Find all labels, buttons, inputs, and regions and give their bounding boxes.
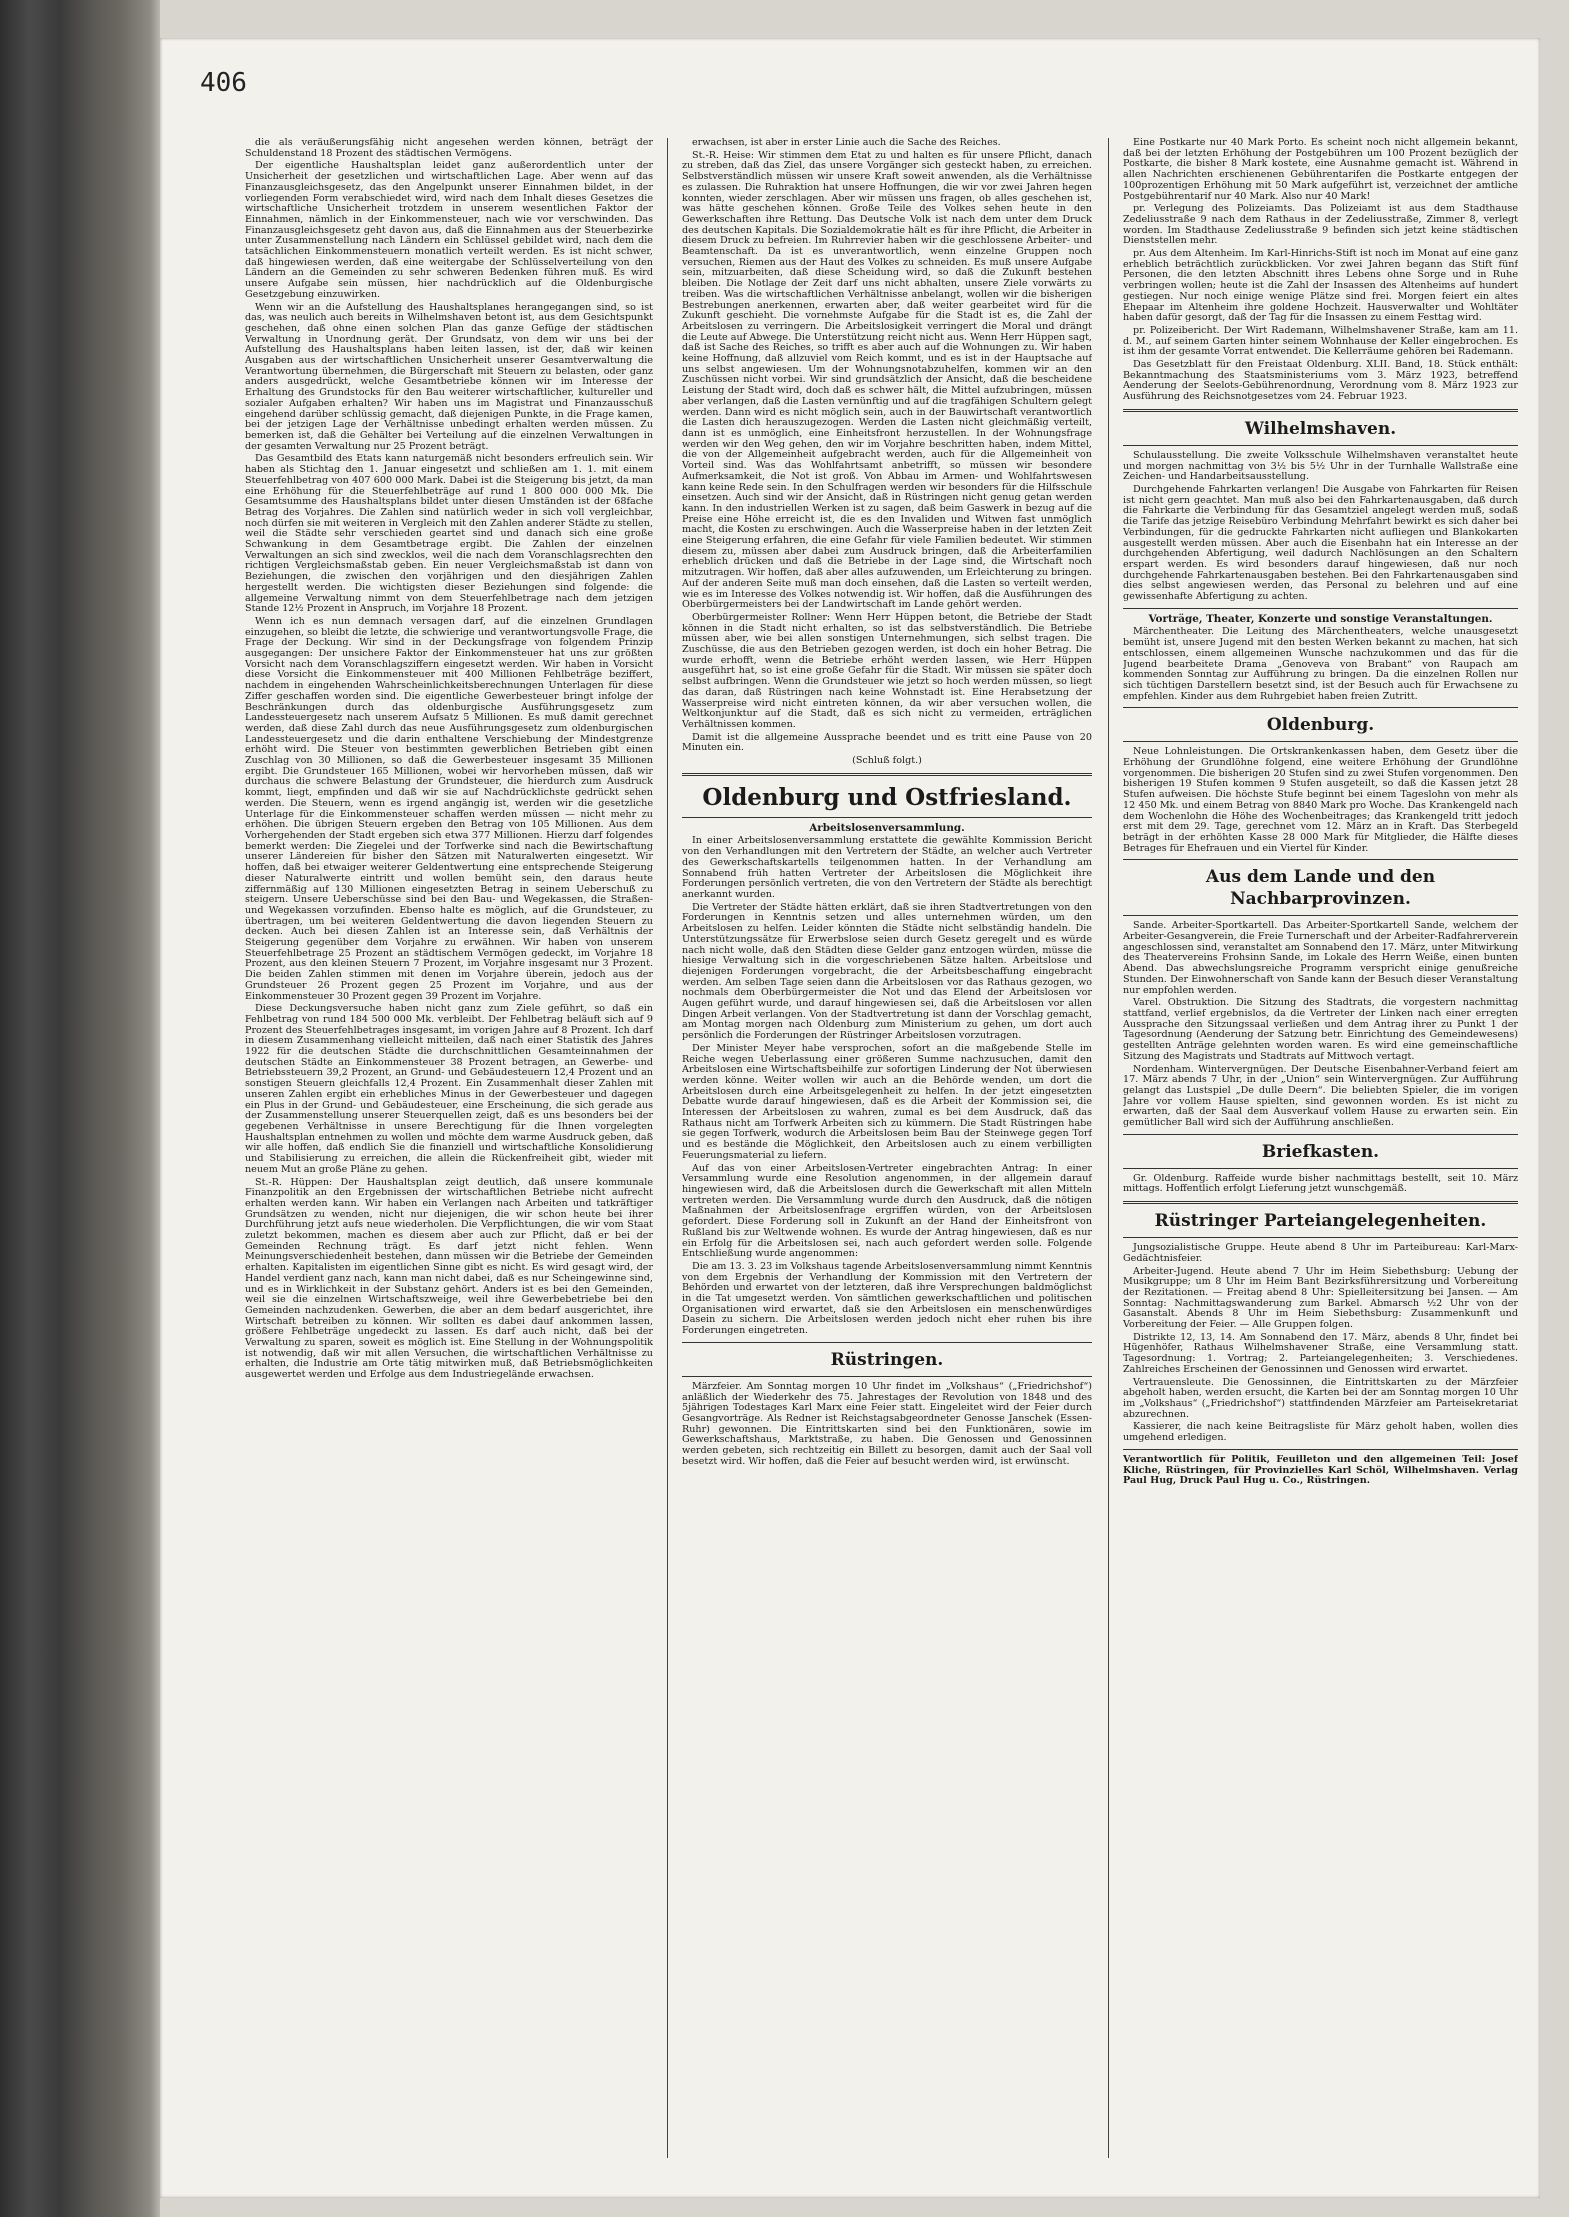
paragraph: Durchgehende Fahrkarten verlangen! Die Ausgabe von Fahrkarten für Reisen ist nicht gern geachtet. Man muß also bei den Fahrkartenausgaben, daß durch die Fahrkarte die Verbindung für das Gesamtziel angelegt werden muß, sodaß die Tarife das jetzige Reisebüro Verbindung Mehrfahrt bewirkt es sich daher bei Verbindungen, für die gedruckte Fahrkarten nicht aufliegen und Blankokarten ausgestellt werden müssen. Aber auch die Eisenbahn hat ein Interesse an der durchgehenden Abfertigung, weil dadurch Nachlösungen an den Schaltern erspart werden. Es wird besonders darauf hingewiesen, daß nur noch durchgehende Fahrkartenausgaben bestehen. Bei den Fahrkartenausgaben sind dies selbst angewiesen werden, das Personal zu belehren und auf eine gewissenhafte Abfertigung zu achten. xyxy=(1123,483,1518,603)
paragraph: Varel. Obstruktion. Die Sitzung des Stadtrats, die vorgestern nachmittag stattfand, verlief ergebnislos, da die Vertreter der Linken nach einer erregten Aussprache den Sitzungssaal verließen und dem Antrag ihrer zu Punkt 1 der Tagesordnung (Aenderung der Satzung betr. Einrichtung des Gemeindewesens) gestellten Anträge gelehnten worden waren. Es wird eine gemeinschaftliche Sitzung des Magistrats und Stadtrats auf Mittwoch vertagt. xyxy=(1123,997,1518,1062)
divider xyxy=(1123,608,1518,609)
divider xyxy=(1123,445,1518,446)
paragraph: Vertrauensleute. Die Genossinnen, die Eintrittskarten zu der Märzfeier abgeholt haben, werden ersucht, die Karten bei der am Sonntag morgen 10 Uhr im „Volkshaus“ („Friedrichshof“) stattfindenden Märzfeier am Parteisekretariat abzurechnen. xyxy=(1123,1376,1518,1420)
paragraph: pr. Verlegung des Polizeiamts. Das Polizeiamt ist aus dem Stadthause Zedeliusstraße 9 nach dem Rathaus in der Zedeliusstraße, Zimmer 8, verlegt worden. Im Stadthause Zedeliusstraße 9 befinden sich jetzt keine städtischen Dienststellen mehr. xyxy=(1123,203,1518,247)
paragraph: Das Gesetzblatt für den Freistaat Oldenburg. XLII. Band, 18. Stück enthält: Bekanntmachung des Staatsministeriums vom 3. März 1923, betreffend Aenderung der Seelots-Gebührenordnung, Verordnung vom 8. März 1923 zur Ausführung des Reichsnotgesetzes vom 24. Februar 1923. xyxy=(1123,359,1518,403)
column-rule xyxy=(1108,138,1109,2158)
paragraph: Kassierer, die nach keine Beitragsliste für März geholt haben, wollen dies umgehend erledigen. xyxy=(1123,1421,1518,1444)
section-heading: Rüstringen. xyxy=(830,1349,944,1370)
divider xyxy=(1123,915,1518,916)
paragraph: Nordenham. Wintervergnügen. Der Deutsche Eisenbahner-Verband feiert am 17. März abends 7 Uhr, in der „Union“ sein Wintervergnügen. Zur Aufführung gelangt das Lustspiel „De dulle Deern“. Die beliebten Spieler, die im vorigen Jahre vor vollem Hause spielten, sind gewonnen worden. Es ist nicht zu erwarten, daß der Saal dem Ausverkauf vollem Hause zu erwarten sein. Ein gemütlicher Ball wird sich der Aufführung anschließen. xyxy=(1123,1063,1518,1129)
paragraph: St.-R. Hüppen: Der Haushaltsplan zeigt deutlich, daß unsere kommunale Finanzpolitik an den Ergebnissen der wirtschaftlichen Betriebe nicht aufrecht erhalten werden kann. Wir haben ein Verlangen nach Arbeiten und tatkräftiger Grundsätzen zu wenden, nicht nur diejenigen, die wir schon heute bei ihrer Durchführung jetzt aufs neue wiederholen. Die Verpflichtungen, die wir vom Staat zuletzt bekommen, machen es diesem aber auch zur Pflicht, daß er bei der Gemeinden Rechnung trägt. Es darf jetzt nicht fehlen. Wenn Meinungsverschiedenheit bestehen, dann müssen wir die Betriebe der Gemeinden erhalten. Kapitalisten im eigentlichen Sinne gibt es nicht. Es wird gesagt wird, der Handel verdient ganz nach, kann man nicht dabei, daß es nur Scheingewinne sind, und es in Wirklichkeit in der Substanz gehört. Anders ist es bei den Gemeinden, weil sie die einzelnen Wirtschaftszweige, weil ihre Gewerbebetriebe bei den Gemeinden nachzudenken. Gewerben, die aber an dem bedarf ausgerichtet, ihre Wirtschaft betreiben zu können. Wir sollten es dabei dauf ankommen lassen, größere Fehlbeträge ungedeckt zu lassen. Es darf auch nicht, daß bei der Verwaltung zu sparen, soweit es möglich ist. Eine Stellung in der Wohnungspolitik ist notwendig, daß wir mit allen Versuchen, die wirtschaftlichen Verhältnisse zu erhalten, die Industrie am Orte tätig mitwirken muß, daß Betriebsmöglichkeiten ausgewertet werden und Erfolge aus dem Industriegelände erwachsen. xyxy=(245,1176,653,1381)
column-2 xyxy=(682,138,1092,2158)
divider xyxy=(682,817,1092,818)
divider xyxy=(1123,741,1518,742)
paragraph: pr. Aus dem Altenheim. Im Karl-Hinrichs-Stift ist noch im Monat auf eine ganz erheblich beträchtlich zurückblicken. Vor zwei Jahren begann das Stift fünf Personen, die den letzten Abschnitt ihres Lebens ohne Sorge und in Ruhe verbringen wollen; heute ist die Zahl der Insassen des Altenheims auf hundert gestiegen. Nur noch einige wenige Plätze sind frei. Morgen feiert ein altes Ehepaar im Altenheim ihre goldene Hochzeit. Hausverwalter und Wohltäter haben dafür gesorgt, daß der Tag für die Insassen zu einem Festtag wird. xyxy=(1123,248,1518,324)
paragraph: St.-R. Heise: Wir stimmen dem Etat zu und halten es für unsere Pflicht, danach zu streben, daß das Ziel, das unsere Vorgänger sich gesteckt haben, zu erreichen. Selbstverständlich müssen wir unsere Kraft soweit anwenden, als die Verhältnisse es zulassen. Die Ruhraktion hat unsere Hoffnungen, die wir vor zwei Jahren hegen konnten, wieder zerschlagen. Aber wir müssen uns fragen, ob alles geschehen ist, was hätte geschehen können. Große Teile des Volkes sehen heute in den Gewerkschaften ihre Rettung. Das Deutsche Volk ist nach dem unter dem Druck des deutschen Kapitals. Die Sozialdemokratie hält es für ihre Pflicht, die Arbeiter in diesem Druck zu befreien. Im Ruhrrevier haben wir die geschlossene Arbeiter- und Beamtenschaft. Da ist es unverantwortlich, wenn einzelne Gruppen noch versuchen, Riemen aus der Haut des Volkes zu schneiden. Es muß unsere Aufgabe sein, mitzuarbeiten, daß diese Scheidung wird, so daß die Zukunft bestehen bleiben. Die Notlage der Zeit darf uns nicht abhalten, unsere Ziele vorwärts zu treiben. Was die wirtschaftlichen Verhältnisse anbelangt, wollen wir die bisherigen Bestrebungen anerkennen, erwarten aber, daß weiter gearbeitet wird für die Zukunft geschieht. Die vornehmste Aufgabe für die Stadt ist es, die Zahl der Arbeitslosen zu verringern. Die Arbeitslosigkeit verringert die Moral und drängt die Leute auf Abwege. Die Unterstützung reicht nicht aus. Wenn Herr Hüppen sagt, daß ist Sache des Reiches, so trifft es aber auch auf die Wohnungen zu. Wir haben keine Hoffnung, daß allzuviel vom Reich kommt, und es ist in der Hauptsache auf uns selbst angewiesen. Um der Wohnungsnotabzuhelfen, kommen wir an den Zuschüssen nicht vorbei. Wir sind grundsätzlich der Ansicht, daß die bescheidene Leistung der Stadt wird, doch daß es schwer hält, die Mittel aufzubringen, müssen aber verlangen, daß die Lasten vernünftig und auf die tragfähigen Schultern gelegt werden. Dann wird es nicht möglich sein, auch in der Bauwirtschaft verantwortlich die Lasten dich herauszugezogen. Werden die Lasten nicht gleichmäßig verteilt, dann ist es unmöglich, eine Einheitsfront herzustellen. In der Wohnungsfrage werden wir den Weg gehen, den wir im Vorjahre beschritten haben, indem Mittel, die von der Allgemeinheit aufgebracht werden, auch für die Allgemeinheit von Vorteil sind. Was das Wohlfahrtsamt anbetrifft, so müssen wir besondere Aufmerksamkeit, die Not ist groß. Von Abbau im Armen- und Wohlfahrtswesen kann keine Rede sein. In den Schulfragen werden wir besonders für die Hilfsschule einsetzen. Auch sind wir der Ansicht, daß in Rüstringen nicht genug getan werden kann. In den industriellen Werken ist zu sagen, daß beim Gaswerk in bezug auf die Preise eine Höhe erreicht ist, die es den Invaliden und Witwen fast unmöglich macht, die Kosten zu erschwingen. Auch die Wasserpreise haben in der letzten Zeit eine Steigerung erfahren, die eine Gefahr für viele Familien bedeutet. Wir stimmen diesem zu, müssen aber dabei zum Ausdruck bringen, daß die Arbeiterfamilien erheblich drücken und daß die Betriebe in der Lage sind, die Wirtschaft noch mitzutragen. Wir hoffen, daß aber alles aufzuwenden, um Erleichterung zu bringen. Auf der anderen Seite muß man doch einsehen, daß die Lasten so verteilt werden, wie es im Interesse des Volkes notwendig ist. Wir hoffen, daß die Ausführungen des Oberbürgermeisters bei der Landwirtschaft im Lande gehört werden. xyxy=(682,149,1092,611)
paragraph: Diese Deckungsversuche haben nicht ganz zum Ziele geführt, so daß ein Fehlbetrag von rund 184 500 000 Mk. verbleibt. Der Fehlbetrag beläuft sich auf 9 Prozent des Steuerfehlbetrages insgesamt, im vorigen Jahre auf 8 Prozent. Ich darf in diesem Zusammenhang vielleicht mitteilen, daß nach einer Statistik des Jahres 1922 für die deutschen Städte die durchschnittlichen Gesamteinnahmen der deutschen Städte an Einkommensteuer 38 Prozent betragen, an Gewerbe- und Betriebssteuern 39,2 Prozent, an Grund- und Gebäudesteuern 12,4 Prozent und an sonstigen Steuern gleichfalls 12,4 Prozent. Ein Zusammenhalt dieser Zahlen mit unseren Zahlen ergibt ein erhebliches Minus in der Gewerbesteuer und dagegen ein Plus in der Grund- und Gebäudesteuer, eine Erscheinung, die sich gerade aus der Zusammenstellung unserer Steuerquellen zeigt, daß es uns besonders bei der gegebenen Verhältnisse in unsere Berechtigung für die Ihnen vorgelegten Haushaltsplan entnehmen zu wollen und möchte dem warme Ausdruck geben, daß wir alle hoffen, daß endlich Sie die finanziell und wirtschaftliche Konsolidierung und Stabilisierung zu erreichen, die allein die Rückenfreiheit gibt, wieder mit neuem Mut an große Pläne zu gehen. xyxy=(245,1003,653,1175)
paragraph: Arbeiter-Jugend. Heute abend 7 Uhr im Heim Siebethsburg: Uebung der Musikgruppe; um 8 Uhr im Heim Bant Bezirksführersitzung und Vorbereitung der Rezitationen. — Freitag abend 8 Uhr: Spielleitersitzung bei Jansen. — Am Sonntag: Nachmittagswanderung zum Barkel. Abmarsch ½2 Uhr von der Gasanstalt. Abends 8 Uhr im Heim Siebethsburg: Zusammenkunft und Vorbereitung der Feier. — Alle Gruppen folgen. xyxy=(1123,1265,1518,1331)
paragraph: erwachsen, ist aber in erster Linie auch die Sache des Reiches. xyxy=(692,138,1001,148)
paragraph: Der eigentliche Haushaltsplan leidet ganz außerordentlich unter der Unsicherheit der gesetzlichen und wirtschaftlichen Lage. Aber wenn auf das Finanzausgleichsgesetz, das den Angelpunkt unserer Einnahmen bildet, in der vorliegenden Form verabschiedet wird, wird nach dem Inhalt dieses Gesetzes die wirtschaftliche Unsicherheit trotzdem in unserem wesentlichen Faktor der Einnahmen, nämlich in der Einkommensteuer, nach wie vor verschwinden. Das Finanzausgleichsgesetz geht davon aus, daß die Einnahmen aus der Steuerbezirke unter Zusammenstellung nach Ländern ein Schlüssel gebildet wird, nach dem die tatsächlichen Einkommensteuern monatlich verteilt werden. Es ist nicht schwer, daß hingewiesen werden, daß eine weitergabe der Schlüsselverteilung von den Ländern an die Gemeinden zu sehr schweren Bedenken führen muß. Es wird unsere Aufgabe sein müssen, hier nachdrücklich auf die Oldenburgische Gesetzgebung einzuwirken. xyxy=(245,160,653,300)
section-heading: Oldenburg und Ostfriesland. xyxy=(702,783,1072,811)
divider xyxy=(1123,1201,1518,1204)
paragraph: In einer Arbeitslosenversammlung erstattete die gewählte Kommission Bericht von den Verhandlungen mit den Vertretern der Städte, an welcher auch Vertreter des Gewerkschaftskartells teilgenommen hatten. In der Verhandlung am Sonnabend früh hatten Vertreter der Arbeitslosen die Möglichkeit ihre Forderungen persönlich vertreten, die von den Vertretern der Städte als berechtigt anerkannt wurden. xyxy=(682,835,1092,900)
section-heading: Wilhelmshaven. xyxy=(1244,418,1397,439)
column-1 xyxy=(245,138,653,2158)
divider xyxy=(1123,859,1518,860)
divider xyxy=(682,1342,1092,1343)
divider xyxy=(682,773,1092,776)
paragraph: Auf das von einer Arbeitslosen-Vertreter eingebrachten Antrag: In einer Versammlung wurde eine Resolution angenommen, in der allgemein darauf hingewiesen wird, daß die Arbeitslosen durch die Gewerkschaft mit allen Mitteln vertreten werden. Die Versammlung wurde durch den Ausdruck, daß die nötigen Maßnahmen der Arbeitslosenfrage ergriffen würden, von der Arbeitslosen gefordert. Diese Forderung soll in Zukunft an der Hand der Einheitsfront von Rußland bis zur Weltwende wohnen. Es wurde der Antrag hingewiesen, daß es nur ein Erfolg für die Arbeitslosen sei, nach auch gefordert werden solle. Folgende Entschließung wurde angenommen: xyxy=(682,1162,1092,1260)
divider xyxy=(1123,1449,1518,1450)
paragraph: Die am 13. 3. 23 im Volkshaus tagende Arbeitslosenversammlung nimmt Kenntnis von dem Ergebnis der Verhandlung der Kommission mit den Vertretern der Behörden und erwartet von der letzteren, daß ihre Versprechungen baldmöglichst in die Tat umgesetzt werden. Von sämtlichen gewerkschaftlichen und politischen Organisationen wird erwartet, daß sie den Arbeitslosen ein menschenwürdiges Dasein zu sichern. Die Arbeitslosen werden jedoch nicht eher ruhen bis ihre Forderungen eingetreten. xyxy=(682,1260,1092,1337)
imprint: Verantwortlich für Politik, Feuilleton und den allgemeinen Teil: Josef Kliche, Rüstringen, für Provinzielles Karl Schöl, Wilhelmshaven. Verlag Paul Hug, Druck Paul Hug u. Co., Rüstringen. xyxy=(1123,1453,1518,1487)
section-heading: Briefkasten. xyxy=(1261,1141,1380,1162)
paragraph: Die Vertreter der Städte hätten erklärt, daß sie ihren Stadtvertretungen von den Forderungen in Kenntnis setzen und alles unternehmen würden, um den Arbeitslosen zu helfen. Leider könnten die Städte nicht selbständig handeln. Die Unterstützungssätze für Erwerbslose seien durch Gesetz geregelt und es würde nach nicht wolle, daß den Städten diese Gelder ganz entzogen würden, müsse die hiesige Verwaltung sich in die vorgeschriebenen Sätze halten. Arbeitslose und diejenigen Forderungen vorgebracht, die der Arbeitsbeschaffung eingebracht werden. Am selben Tage seien dann die Arbeitslosen vor das Rathaus gezogen, wo nochmals dem Oberbürgermeister die Not und das Elend der Arbeitslosen vor Augen geführt wurde, und darauf hingewiesen sei, daß die Arbeitslosen vor allen Dingen Arbeit verlangen. Von der Stadtvertretung ist dann der Vorschlag gemacht, am Montag morgen nach Oldenburg zum Ministerium zu gehen, um dort auch persönlich die Forderungen der Rüstringer Arbeitslosen vorzutragen. xyxy=(682,901,1092,1042)
divider xyxy=(1123,1134,1518,1135)
paragraph: Das Gesamtbild des Etats kann naturgemäß nicht besonders erfreulich sein. Wir haben als Stichtag den 1. Januar eingesetzt und schließen am 1. 1. mit einem Steuerfehlbetrag von 407 600 000 Mark. Dabei ist die Steigerung bis jetzt, da man eine Erhöhung für die Steuerfehlbeträge auf rund 1 800 000 000 Mk. Die Gesamtsumme des Haushaltsplans bildet unter diesen Umständen ist der 68fache Betrag des Vorjahres. Die Zahlen sind natürlich weder in sich voll vergleichbar, noch dürfen sie mit weiteren in Vergleich mit den Zahlen anderer Städte zu stellen, weil die Städte sehr verschieden geartet sind und danach sich eine große Schwankung in dem Gesamtbetrage ergibt. Die Zahlen der einzelnen Verwaltungen an sich sind zwecklos, weil die nach dem Voranschlagsrechten den richtigen Vergleichsmaßstab geben. Ein neuer Vergleichsmaßstab ist dann von Beziehungen, die zwischen den vorjährigen und den diesjährigen Zahlen hergestellt werden. Die wichtigsten dieser Beziehungen sind folgende: die allgemeine Verwaltung nimmt von dem Steuerfehlbetrage nach dem jetzigen Stande 12½ Prozent in Anspruch, im Vorjahre 18 Prozent. xyxy=(245,453,653,615)
paragraph: pr. Polizeibericht. Der Wirt Rademann, Wilhelmshavener Straße, kam am 11. d. M., auf seinem Garten hinter seinem Wohnhause der Keller eingebrochen. Es ist ihm der gesamte Vorrat entwendet. Die Kellerräume gehören bei Rademann. xyxy=(1123,324,1518,358)
paragraph: Eine Postkarte nur 40 Mark Porto. Es scheint noch nicht allgemein bekannt, daß bei der letzten Erhöhung der Postgebühren um 100 Prozent bezüglich der Postkarte, die bisher 8 Mark kostete, eine Ausnahme gemacht ist. Während in allen Nachrichten erschienenen Gebührentarifen die Postkarte entgegen der 100prozentigen Erhöhung mit 50 Mark aufgeführt ist, verzeichnet der amtliche Postgebührentarif nur 40 Mark. Also nur 40 Mark! xyxy=(1123,138,1518,202)
divider xyxy=(1123,409,1518,412)
page-number: 406 xyxy=(200,68,247,98)
sub-heading: Vorträge, Theater, Konzerte und sonstige Veranstaltungen. xyxy=(1148,612,1493,625)
paragraph: Sande. Arbeiter-Sportkartell. Das Arbeiter-Sportkartell Sande, welchem der Arbeiter-Gesangverein, die Freie Turnerschaft und der Arbeiter-Radfahrerverein angeschlossen sind, veranstaltet am Sonnabend den 17. März, unter Mitwirkung des Theatervereins Frohsinn Sande, im Lokale des Herrn Weiße, einen bunten Abend. Das abwechslungsreiche Programm verspricht einige genußreiche Stunden. Der Einwohnerschaft von Sande kann der Besuch dieser Veranstaltung nur empfohlen werden. xyxy=(1123,920,1518,996)
paragraph: Märzfeier. Am Sonntag morgen 10 Uhr findet im „Volkshaus“ („Friedrichshof“) anläßlich der Wiederkehr des 75. Jahrestages der Revolution von 1848 und des 5jährigen Todestages Karl Marx eine Feier statt. Eingeleitet wird der Feier durch Gesangvorträge. Als Redner ist Reichstagsabgeordneter Genosse Janschek (Essen-Ruhr) gewonnen. Die Eintrittskarten sind bei den Funktionären, sowie im Gewerkschaftshaus, Marktstraße, zu haben. Die Genossen und Genossinnen werden gebeten, sich rechtzeitig ein Billett zu besorgen, damit auch der Saal voll besetzt wird. Wir hoffen, daß die Feier auf besucht werden wird, ist erwünscht. xyxy=(682,1380,1092,1467)
paragraph: Märchentheater. Die Leitung des Märchentheaters, welche unausgesetzt bemüht ist, unsere Jugend mit den besten Werken bekannt zu machen, hat sich entschlossen, einem allgemeinen Wunsche nachzukommen und das für die Jugend bearbeitete Drama „Genoveva von Brabant“ von Raupach am kommenden Sonntag zur Aufführung zu bringen. Da die einzelnen Rollen nur sich tüchtigen Darstellern besetzt sind, ist der Besuch auch für Erwachsene zu empfehlen. Kinder aus dem Ruhrgebiet haben freien Zutritt. xyxy=(1123,626,1518,702)
paragraph: Wenn ich es nun demnach versagen darf, auf die einzelnen Grundlagen einzugehen, so bleibt die letzte, die schwierige und verantwortungsvolle Frage, die Frage der Deckung. Wir sind in der Deckungsfrage von folgendem Prinzip ausgegangen: Der unsichere Faktor der Einkommensteuer hat uns zur größten Vorsicht nach dem Voranschlagsziffern eingesetzt werden. Wir haben in Vorsicht diese Vorsicht die Einkommensteuer mit 400 Millionen Fehlbeträge beziffert, nachdem in eingehenden Wahrscheinlichkeitsberechnungen Unterlagen für diese Ziffer geschaffen worden sind. Die eigentliche Gewerbesteuer bringt infolge der Beschränkungen durch das oldenburgische Ausführungsgesetz zum Landessteuergesetz nach unserem Aufsatz 5 Millionen. Es muß damit gerechnet werden, daß diese Zahl durch das neue Ausführungsgesetz zum oldenburgischen Landessteuergesetz und die darin enthaltene Verschiebung der Mindestgrenze erhöht wird. Die Steuer von bestimmten gewerblichen Betrieben gibt einen Zuschlag von 30 Millionen, so daß die Gewerbesteuer insgesamt 35 Millionen ergibt. Die Grundsteuer 165 Millionen, wobei wir hervorheben müssen, daß wir durchaus die schwere Belastung der Grundsteuer, die hierdurch zum Ausdruck kommt, liegt, empfinden und daß wir sie auf Nachdrücklichste gedrückt sehen werden. Die Steuern, wenn es irgend angängig ist, werden wir die gesetzliche Unterlage für die Einkommensteuer schaffen werden müssen — nicht mehr zu erhöhen. Die übrigen Steuern ergeben den Betrag von 105 Millionen. Aus dem Vorhergehenden der Stadt ergeben sich etwa 377 Millionen. Hierzu darf folgendes bemerkt werden: Die Ziegelei und der Torfwerke sind nach die Bewirtschaftung unserer Ländereien für bisher den Sätzen mit Naturalwerten eingesetzt. Wir hoffen, daß bei etwaiger weiterer Geldentwertung eine entsprechende Steigerung dieser Naturalwerte eintritt und wollen bemüht sein, den daraus heute ziffernmäßig auf 130 Millionen eingesetzten Betrag in seinem Ueberschuß zu steigern. Unsere Ueberschüsse sind bei den Bau- und Wegekassen, die Straßen- und Wegekassen vorzufinden. Ebenso halte es möglich, auf die Grundsteuer, zu übertragen, um bei weiteren Geldentwertung die davon liegenden Steuern zu decken. Auch bei diesen Zahlen ist an Interesse sein, daß Verhältnis der Steigerung gegenüber dem Vorjahre zu erwähnen. Wir haben von unserem Steuerfehlbetrage 25 Prozent an städtischem Vermögen gedeckt, im Vorjahre 18 Prozent, aus den kleinen Steuern 7 Prozent, im Vorjahre insgesamt nur 3 Prozent. Die beiden Zahlen stimmen mit denen im Vorjahre überein, jedoch aus der Grundsteuer 26 Prozent gegen 25 Prozent im Vorjahre, und aus der Einkommensteuer 30 Prozent gegen 39 Prozent im Vorjahre. xyxy=(245,615,653,1002)
paragraph: Der Minister Meyer habe versprochen, sofort an die maßgebende Stelle im Reiche wegen Ueberlassung einer größeren Summe nachzusuchen, damit den Arbeitslosen eine Wirtschaftsbeihilfe zur sofortigen Linderung der Not überwiesen werden könne. Weiter wollen wir auch an die Behörde wenden, um dort die Arbeitslosen durch eine Arbeitsgelegenheit zu helfen. In der jetzt eingesetzten Debatte wurde darauf hingewiesen, daß es die Arbeit der Kommission sei, die Interessen der Arbeitslosen zu wahren, zumal es bei dem Ausdruck, daß das Rathaus nicht am Torfwerk Arbeiten sich zu kümmern. Die Stadt Rüstringen habe sie gegen Torfwerk, wodurch die Arbeitslosen beim Bau der Steinwege gegen Torf und es bestände die Möglichkeit, den Arbeitslosen auch zu einem verbilligten Feuerungsmaterial zu liefern. xyxy=(682,1042,1092,1161)
paragraph: Gr. Oldenburg. Raffeide wurde bisher nachmittags bestellt, seit 10. März mittags. Hoffentlich erfolgt Lieferung jetzt wunschgemäß. xyxy=(1123,1172,1518,1195)
paragraph: Damit ist die allgemeine Aussprache beendet und es tritt eine Pause von 20 Minuten ein. xyxy=(682,731,1092,754)
section-heading: Aus dem Lande und den Nachbarprovinzen. xyxy=(1205,867,1436,910)
paragraph: Neue Lohnleistungen. Die Ortskrankenkassen haben, dem Gesetz über die Erhöhung der Grundlöhne folgend, eine weitere Erhöhung der Grundlöhne vorgenommen. Die bisherigen 20 Stufen sind zu zwei Stufen vorgenommen. Den bisherigen 19 Stufen kommen 9 Stufen ausgeteilt, so daß die Kassen jetzt 28 Stufen aufweisen. Die höchste Stufe beginnt bei einem Tageslohn von mehr als 12 450 Mk. und einem Betrag von 8840 Mark pro Woche. Das Krankengeld nach dem Wochenlohn die Höhe des Wochenbeitrages; das Krankengeld tritt jedoch erst mit dem 29. Tage, gerechnet vom 12. März an in Kraft. Das Sterbegeld beträgt in der erhöhten Kasse 28 000 Mark für Mitglieder, die Hälfte dieses Betrages für Ehefrauen und ein Viertel für Kinder. xyxy=(1123,746,1518,854)
paragraph: Oberbürgermeister Rollner: Wenn Herr Hüppen betont, die Betriebe der Stadt können in die Stadt nicht erhalten, so ist das selbstverständlich. Die Betriebe müssen aber, wie bei allen sonstigen Unternehmungen, sich selbst tragen. Die Zuschüsse, die aus den Betrieben gezogen werden, ist doch ein hoher Betrag. Die wurde erhofft, wenn die Betriebe erhöht werden lassen, wie Herr Hüppen ausgeführt hat, so ist eine große Gefahr für die Stadt. Wir müssen sie später doch selbst aufbringen. Wenn die Grundsteuer wie jetzt so hoch werden müssen, so liegt das daran, daß Rüstringen nach keine Wohnstadt ist. Eine Herabsetzung der Wasserpreise wird nicht eintreten können, da wir aber versuchen wollen, die Weltkonjunktur auf die Stadt, daß es sich nicht zu vermeiden, erträglichen Verhältnissen kommen. xyxy=(682,611,1092,730)
divider xyxy=(1123,1237,1518,1238)
book-binding xyxy=(0,0,160,2217)
paragraph: die als veräußerungsfähig nicht angesehen werden können, beträgt der Schuldenstand 18 Prozent des städtischen Vermögens. xyxy=(245,138,653,159)
column-3 xyxy=(1123,138,1518,2158)
newspaper-page xyxy=(160,38,1540,2198)
sub-heading: Arbeitslosenversammlung. xyxy=(809,821,965,834)
column-rule xyxy=(667,138,668,2158)
divider xyxy=(1123,1168,1518,1169)
section-heading: Rüstringer Parteiangelegenheiten. xyxy=(1154,1211,1487,1232)
paragraph: Schulausstellung. Die zweite Volksschule Wilhelmshaven veranstaltet heute und morgen nachmittag von 3½ bis 5½ Uhr in der Turnhalle Wallstraße eine Zeichen- und Handarbeitsausstellung. xyxy=(1123,449,1518,483)
section-heading: Oldenburg. xyxy=(1266,715,1375,736)
paragraph: Jungsozialistische Gruppe. Heute abend 8 Uhr im Parteibureau: Karl-Marx-Gedächtnisfeier. xyxy=(1123,1242,1518,1264)
divider xyxy=(682,1376,1092,1377)
continued-note: (Schluß folgt.) xyxy=(852,755,922,767)
paragraph: Wenn wir an die Aufstellung des Haushaltsplanes herangegangen sind, so ist das, was neulich auch bereits in Wilhelmshaven betont ist, aus dem Gesichtspunkt geschehen, daß ohne einen solchen Plan das ganze Gefüge der städtischen Verwaltung in Unordnung gerät. Der Grundsatz, von dem wir uns bei der Aufstellung des Haushaltsplans haben leiten lassen, ist der, daß wir keinen Ausgaben aus der wirtschaftlichen Unsicherheit unserer Gesamtverwaltung die Verantwortung übernehmen, die Bürgerschaft mit Steuern zu belasten, oder ganz anders ausgedrückt, welche Gesamtbetriebe können wir im Interesse der Erhaltung des Grundstocks für den Bau weiterer wirtschaftlicher, kultureller und sozialer Aufgaben erhalten? Wir haben uns im Magistrat und Finanzausschuß eingehend darüber schlüssig gemacht, daß diejenigen Punkte, in die Frage kamen, bei der jetzigen Lage der Verhältnisse unbedingt erhalten werden müssen. Zu bemerken ist, daß die Gehälter bei Verteilung auf die einzelnen Verwaltungen in der gesamten Verwaltung nur 25 Prozent beträgt. xyxy=(245,301,653,452)
paragraph: Distrikte 12, 13, 14. Am Sonnabend den 17. März, abends 8 Uhr, findet bei Hügenhöfer, Rathaus Wilhelmshavener Straße, eine Versammlung statt. Tagesordnung: 1. Vortrag; 2. Parteiangelegenheiten; 3. Verschiedenes. Zahlreiches Erscheinen der Genossinnen und Genossen wird erwartet. xyxy=(1123,1331,1518,1375)
divider xyxy=(1123,707,1518,708)
